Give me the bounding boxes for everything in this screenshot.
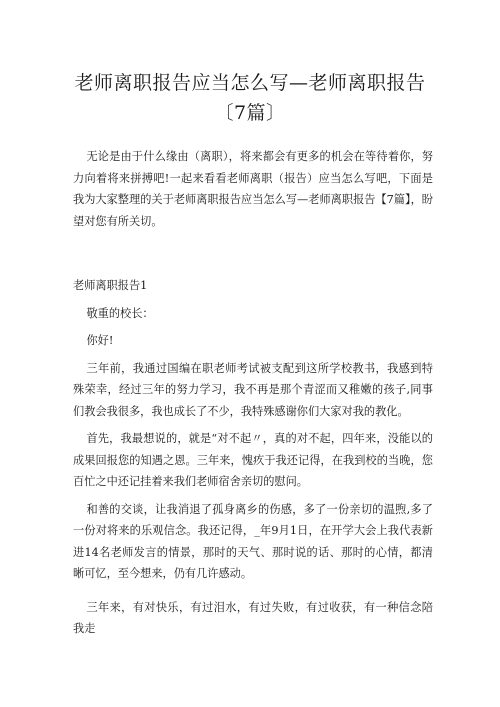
body-paragraph: 和善的交谈，让我消退了孤身离乡的伤感，多了一份亲切的温煦,多了一份对将来的乐观信念。我还记得，_年9月1日，在开学大会上我代表新进14名老师发言的情景，那时的天气、那时说的话、那时的心情，都清晰可忆，至今想来，仍有几许感动。 [73, 502, 433, 580]
body-paragraph: 三年前，我通过国编在职老师考试被支配到这所学校教书，我感到特殊荣幸，经过三年的努力学习，我不再是那个青涩而又稚嫩的孩子,同事们教会我很多，我也成长了不少，我特殊感谢你们大家对我的教化。 [73, 361, 433, 418]
body-paragraph: 三年来，有对快乐，有过泪水，有过失败，有过收获，有一种信念陪我走 [73, 600, 433, 635]
document-body [73, 146, 433, 640]
body-paragraph: 首先，我最想说的，就是“对不起〃，真的对不起，四年来，没能以的成果回报您的知遇之恩。三年来，愧疚于我还记得，在我到校的当晚，您百忙之中还记挂着来我们老师宿舍亲切的慰问。 [73, 432, 433, 488]
intro-paragraph: 无论是由于什么缘由（离职），将来都会有更多的机会在等待着你，努力向着将来拼搏吧!一起来看看老师离职（报告）应当怎么写吧，下面是我为大家整理的关于老师离职报告应当怎么写—老师离职报告【7篇】，盼望对您有所关切。 [73, 150, 433, 228]
greeting: 你好! [86, 334, 114, 347]
salutation: 敬重的校长： [86, 306, 154, 320]
section-heading: 老师离职报告1 [73, 279, 148, 292]
document-title: 老师离职报告应当怎么写—老师离职报告〔7篇〕 [74, 72, 426, 124]
